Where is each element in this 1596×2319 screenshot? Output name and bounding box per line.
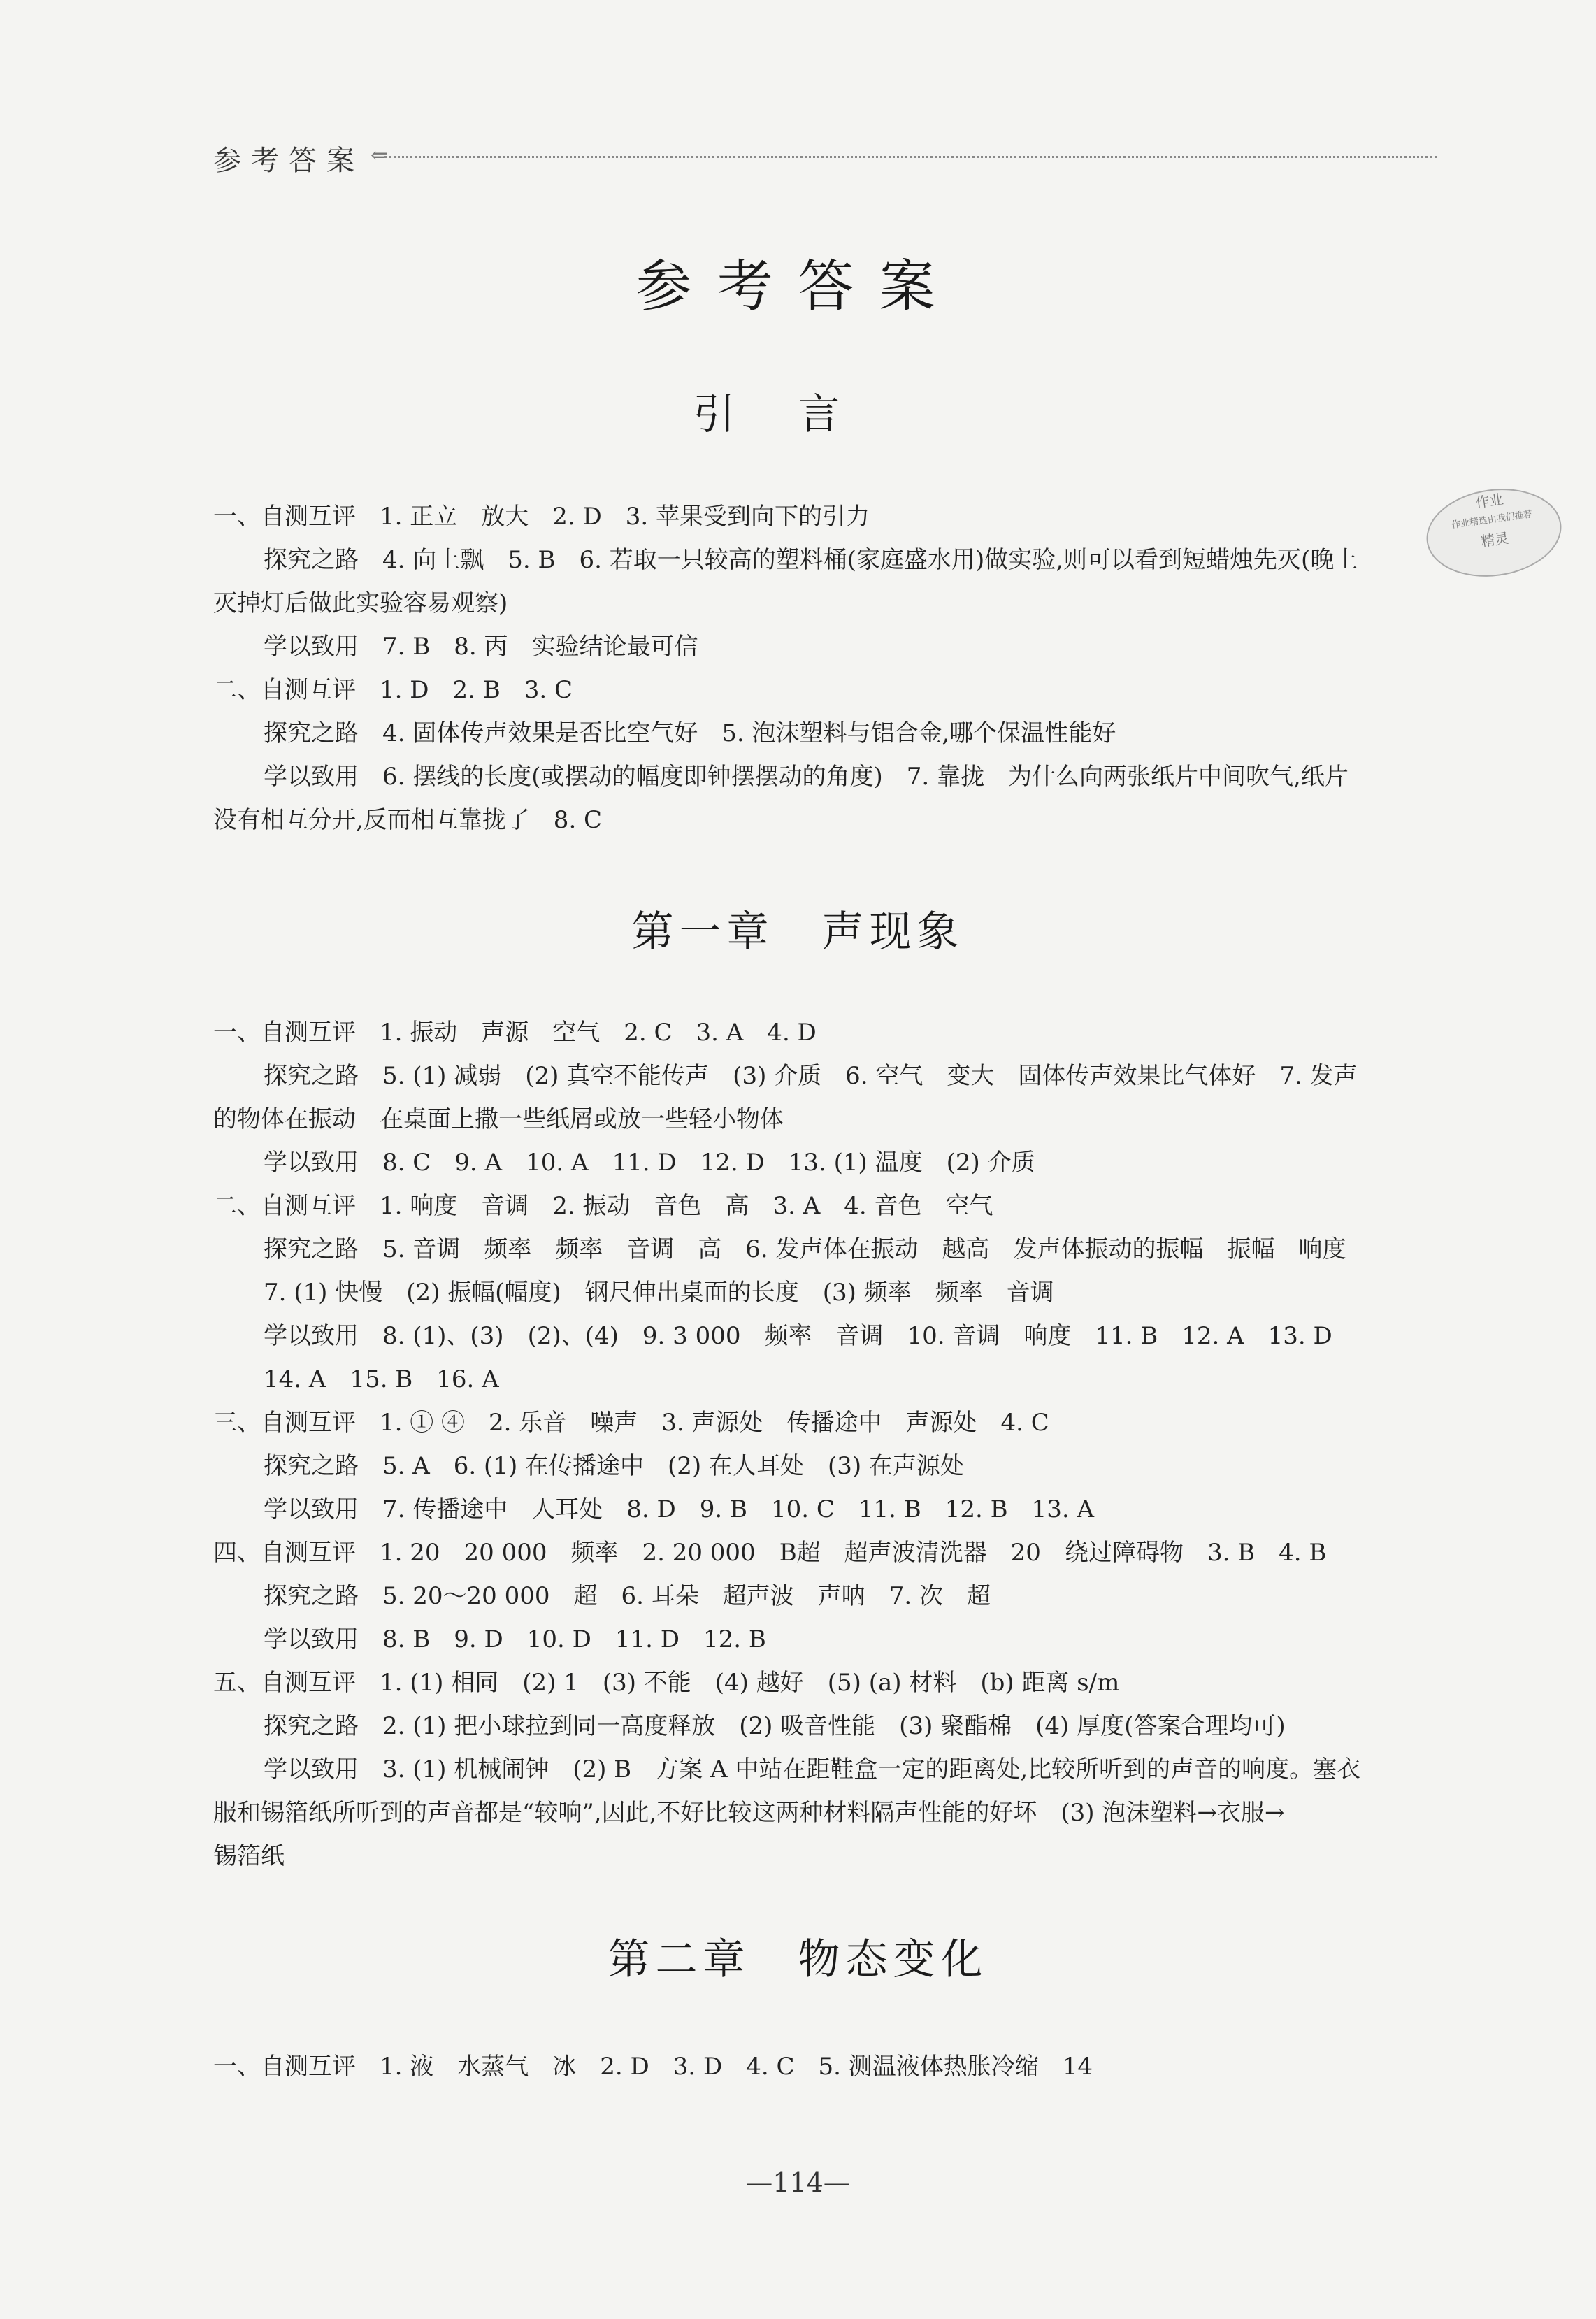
- answer-line: 学以致用 3. (1) 机械闹钟 (2) B 方案 A 中站在距鞋盒一定的距离处,比较所听到的声音的响度。塞衣: [264, 1756, 1361, 1783]
- answer-line: 学以致用 8. B 9. D 10. D 11. D 12. B: [264, 1625, 766, 1653]
- section-title-chapter-2: 第二章 物态变化: [608, 1935, 988, 1984]
- answer-line: 服和锡箔纸所听到的声音都是“较响”,因此,不好比较这两种材料隔声性能的好坏 (3) 泡沫塑料→衣服→: [213, 1799, 1285, 1827]
- answer-line: 的物体在振动 在桌面上撒一些纸屑或放一些轻小物体: [213, 1105, 784, 1133]
- answer-line: 二、自测互评 1. D 2. B 3. C: [213, 676, 573, 704]
- answer-line: 五、自测互评 1. (1) 相同 (2) 1 (3) 不能 (4) 越好 (5) (a) 材料 (b) 距离 s/m: [213, 1669, 1120, 1697]
- page-number: —114—: [746, 2167, 850, 2198]
- answer-line: 一、自测互评 1. 液 水蒸气 冰 2. D 3. D 4. C 5. 测温液体热胀冷缩 14: [213, 2053, 1093, 2081]
- answer-line: 7. (1) 快慢 (2) 振幅(幅度) 钢尺伸出桌面的长度 (3) 频率 频率 音调: [264, 1279, 1054, 1307]
- answer-line: 探究之路 5. A 6. (1) 在传播途中 (2) 在人耳处 (3) 在声源处: [264, 1452, 964, 1480]
- answer-line: 学以致用 7. 传播途中 人耳处 8. D 9. B 10. C 11. B 12. B 13. A: [264, 1495, 1095, 1523]
- answer-line: 探究之路 5. 20～20 000 超 6. 耳朵 超声波 声呐 7. 次 超: [264, 1582, 991, 1610]
- section-title-intro: 引言: [693, 390, 903, 439]
- answer-line: 探究之路 5. 音调 频率 频率 音调 高 6. 发声体在振动 越高 发声体振动的振幅 振幅 响度: [264, 1235, 1346, 1263]
- running-title: 参考答案: [213, 145, 364, 177]
- answer-line: 没有相互分开,反而相互靠拢了 8. C: [213, 806, 603, 834]
- answer-line: 四、自测互评 1. 20 20 000 频率 2. 20 000 B超 超声波清洗器 20 绕过障碍物 3. B 4. B: [213, 1539, 1327, 1567]
- stamp-line-3: 精灵: [1479, 529, 1510, 550]
- answer-line: 学以致用 8. (1)、(3) (2)、(4) 9. 3 000 频率 音调 10. 音调 响度 11. B 12. A 13. D: [264, 1322, 1332, 1350]
- answer-line: 探究之路 4. 向上飘 5. B 6. 若取一只较高的塑料桶(家庭盛水用)做实验,则可以看到短蜡烛先灭(晚上: [264, 546, 1358, 574]
- answer-line: 学以致用 8. C 9. A 10. A 11. D 12. D 13. (1) 温度 (2) 介质: [264, 1149, 1035, 1177]
- answer-line: 锡箔纸: [213, 1842, 285, 1870]
- answer-line: 探究之路 5. (1) 减弱 (2) 真空不能传声 (3) 介质 6. 空气 变大 固体传声效果比气体好 7. 发声: [264, 1062, 1358, 1090]
- answer-line: 14. A 15. B 16. A: [264, 1365, 499, 1393]
- answer-line: 灭掉灯后做此实验容易观察): [213, 589, 508, 617]
- answer-line: 探究之路 4. 固体传声效果是否比空气好 5. 泡沫塑料与铝合金,哪个保温性能好: [264, 719, 1116, 747]
- watermark-stamp: [1421, 480, 1567, 585]
- answer-line: 学以致用 6. 摆线的长度(或摆动的幅度即钟摆摆动的角度) 7. 靠拢 为什么向两张纸片中间吹气,纸片: [264, 763, 1349, 791]
- chapter-1-answers: [213, 1011, 1440, 1878]
- page-title: 参考答案: [635, 254, 961, 319]
- answer-line: 探究之路 2. (1) 把小球拉到同一高度释放 (2) 吸音性能 (3) 聚酯棉 (4) 厚度(答案合理均可): [264, 1712, 1286, 1740]
- answer-line: 一、自测互评 1. 振动 声源 空气 2. C 3. A 4. D: [213, 1019, 817, 1047]
- stamp-line-2: 作业精选由我们推荐: [1451, 509, 1534, 531]
- stamp-line-1: 作业: [1474, 490, 1505, 512]
- intro-answers: [213, 495, 1440, 842]
- answer-line: 一、自测互评 1. 正立 放大 2. D 3. 苹果受到向下的引力: [213, 503, 870, 531]
- running-arrow-icon: ⇐: [371, 143, 389, 168]
- header-dotted-rule: [384, 156, 1437, 158]
- chapter-2-answers: [213, 2045, 1440, 2088]
- answer-line: 二、自测互评 1. 响度 音调 2. 振动 音色 高 3. A 4. 音色 空气: [213, 1192, 993, 1220]
- section-title-chapter-1: 第一章 声现象: [631, 907, 965, 956]
- answer-line: 学以致用 7. B 8. 丙 实验结论最可信: [264, 633, 698, 661]
- answer-line: 三、自测互评 1. ① ④ 2. 乐音 噪声 3. 声源处 传播途中 声源处 4. C: [213, 1409, 1049, 1437]
